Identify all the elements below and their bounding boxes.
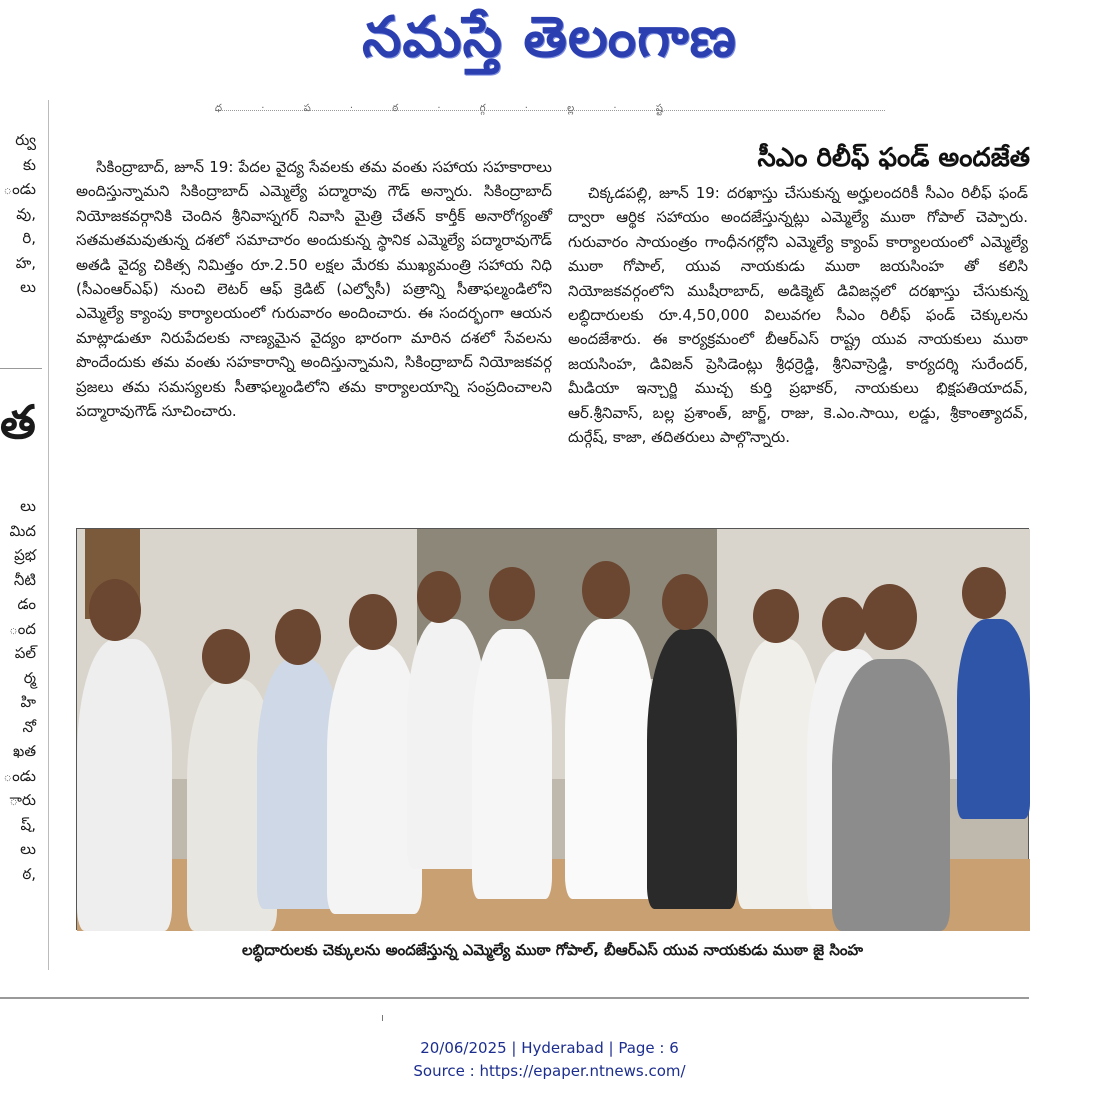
article-cm-relief-headline: సీఎం రిలీఫ్ ఫండ్ అందజేత [757,143,1030,173]
masthead [0,0,1099,78]
left-column-fragment: ప్రభ [14,546,36,564]
left-column-fragment: వు, [16,204,36,223]
photo-person-head [753,589,799,643]
photo-person-head [822,597,866,651]
article-padma-rao [76,155,552,423]
photo-person [647,629,737,909]
left-column-fragment: ర్మ [23,668,36,687]
article-cm-relief [568,181,1028,449]
photo-person-head [582,561,630,619]
photo-person [832,659,950,931]
left-column-fragments-bottom [0,494,36,886]
left-column-fragment: ండు [3,180,36,198]
photo-person [77,639,172,931]
left-column-fragment: ంద [9,619,36,638]
left-column-fragment: డం [17,595,36,613]
left-column-fragment: ర్వు [15,131,36,149]
page-bottom-rule [0,997,1029,999]
photo-person-head [202,629,250,684]
left-column-fragment: ఠ, [22,864,36,883]
photo-person-head [962,567,1006,619]
photo-person-head [349,594,397,650]
left-column-fragment: రి, [22,229,36,247]
photo-person-head [662,574,708,630]
photo-person [957,619,1030,819]
left-column-fragment: ండు [3,766,36,785]
left-column-fragment: లు [20,840,36,858]
article-cm-relief-body: చిక్కడపల్లి, జూన్ 19: దరఖాస్తు చేసుకున్న అర్హులందరికీ సీఎం రిలీఫ్ ఫండ్ ద్వారా ఆర్థిక సహాయం అందజేస్తున్నట్లు ఎమ్మెల్యే ముఠా గోపాల్ చెప్పారు. గురువారం సాయంత్రం గాంధీనగర్లోని ఎమ్మెల్యే క్యాంప్ కార్యాలయంలో ఎమ్మెల్యే ముఠా గోపాల్, యువ నాయకుడు ముఠా జయసింహ తో కలిసి నియోజకవర్గంలోని ముషీరాబాద్, అడిక్మెట్ డివిజన్లలో దరఖాస్తు చేసుకున్న లబ్ధిదారులకు రూ.4,50,000 విలువగల సీఎం రిలీఫ్ ఫండ్ చెక్కులను అందజేశారు. ఈ కార్యక్రమంలో బీఆర్ఎస్ రాష్ట్ర యువ నాయకులు ముఠా జయసింహ, డివిజన్ ప్రెసిడెంట్లు శ్రీధర్రెడ్డి, శ్రీనివాస్రెడ్డి, కార్యదర్శి సురేందర్, మీడియా ఇన్చార్జి ముచ్చ కుర్తి ప్రభాకర్, నాయకులు భిక్షపతియాదవ్, ఆర్.శ్రీనివాస్, బల్ల ప్రశాంత్, జార్జ్, రాజు, కె.ఎం.సాయి, లడ్డు, శ్రీకాంత్యాదవ్, దుర్గేష్, కాజా, తదితరులు పాల్గొన్నారు. [568,184,1028,447]
top-cut-text: ధ · ప · ఠ · గ్గ · ల్ల · ష్ట [215,103,681,114]
page-tick-mark [382,1015,383,1021]
left-column-fragment: ారు [9,791,36,809]
newspaper-logo: నమస్తే తెలంగాణ [362,5,737,70]
photo-person-head [275,609,321,665]
photo-person-head [489,567,535,621]
news-photo [76,528,1029,930]
left-column-fragment: లు [20,497,36,515]
left-column-separator [0,368,42,369]
left-column-fragment: నీటి [13,570,36,589]
photo-person-head [417,571,461,623]
left-column-fragment: ష్, [20,815,36,834]
left-column-fragments-top [0,128,36,300]
left-column-fragment: పల్ [14,644,36,662]
photo-person [565,619,655,899]
article-padma-rao-body: సికింద్రాబాద్, జూన్ 19: పేదల వైద్య సేవలకు తమ వంతు సహాయ సహకారాలు అందిస్తున్నామని సికింద్రాబాద్ ఎమ్మెల్యే పద్మారావు గౌడ్ అన్నారు. సికింద్రాబాద్ నియోజకవర్గానికి చెందిన శ్రీనివాస్నగర్ నివాసి మైత్రి చేతన్ కార్తీక్ అనారోగ్యంతో సతమతమవుతున్న దశలో సమాచారం అందుకున్న స్థానిక ఎమ్మెల్యే పద్మారావుగౌడ్ అతడి వైద్య చికిత్స నిమిత్తం రూ.2.50 లక్షల మేరకు ముఖ్యమంత్రి సహాయ నిధి (సీఎంఆర్ఎఫ్) నుంచి లెటర్ ఆఫ్ క్రెడిట్ (ఎల్వోసీ) పత్రాన్ని సీతాఫల్మండిలోని ఎమ్మెల్యే క్యాంపు కార్యాలయంలో గురువారం అందించారు. ఈ సందర్భంగా ఆయన మాట్లాడుతూ నిరుపేదలకు నాణ్యమైన వైద్యం భారంగా మారిన దశలో సేవలను పొందేందుకు తమ వంతు సహకారాన్ని అందిస్తున్నామని, సికింద్రాబాద్ నియోజకవర్గ ప్రజలు తమ సమస్యలకు సీతాఫల్మండిలోని తమ కార్యాలయాన్ని సంప్రదించాలని పద్మారావుగౌడ్ సూచించారు. [76,158,552,421]
left-column-big-letter: త [0,395,36,449]
left-column-fragment: హ, [15,253,36,272]
left-column-fragment: కు [22,155,36,174]
photo-person-head [862,584,917,650]
photo-caption: లబ్ధిదారులకు చెక్కులను అందజేస్తున్న ఎమ్మెల్యే ముఠా గోపాల్, బీఆర్ఎస్ యువ నాయకుడు ముఠా జై సింహ [242,941,863,959]
left-column-fragment: నో [22,717,36,736]
left-column-fragment: ఖత [13,742,36,760]
left-column-fragment: హి [20,693,36,711]
footer-date-location: 20/06/2025 | Hyderabad | Page : 6 [420,1039,679,1057]
footer-source-link[interactable]: Source : https://epaper.ntnews.com/ [413,1062,686,1080]
page-footer [0,1037,1099,1083]
left-column-fragment: మిద [9,521,36,540]
column-divider [48,100,49,970]
top-cut-strip [215,96,885,114]
photo-person-head [89,579,141,641]
left-column-fragment: లు [20,278,36,296]
photo-person [472,629,552,899]
